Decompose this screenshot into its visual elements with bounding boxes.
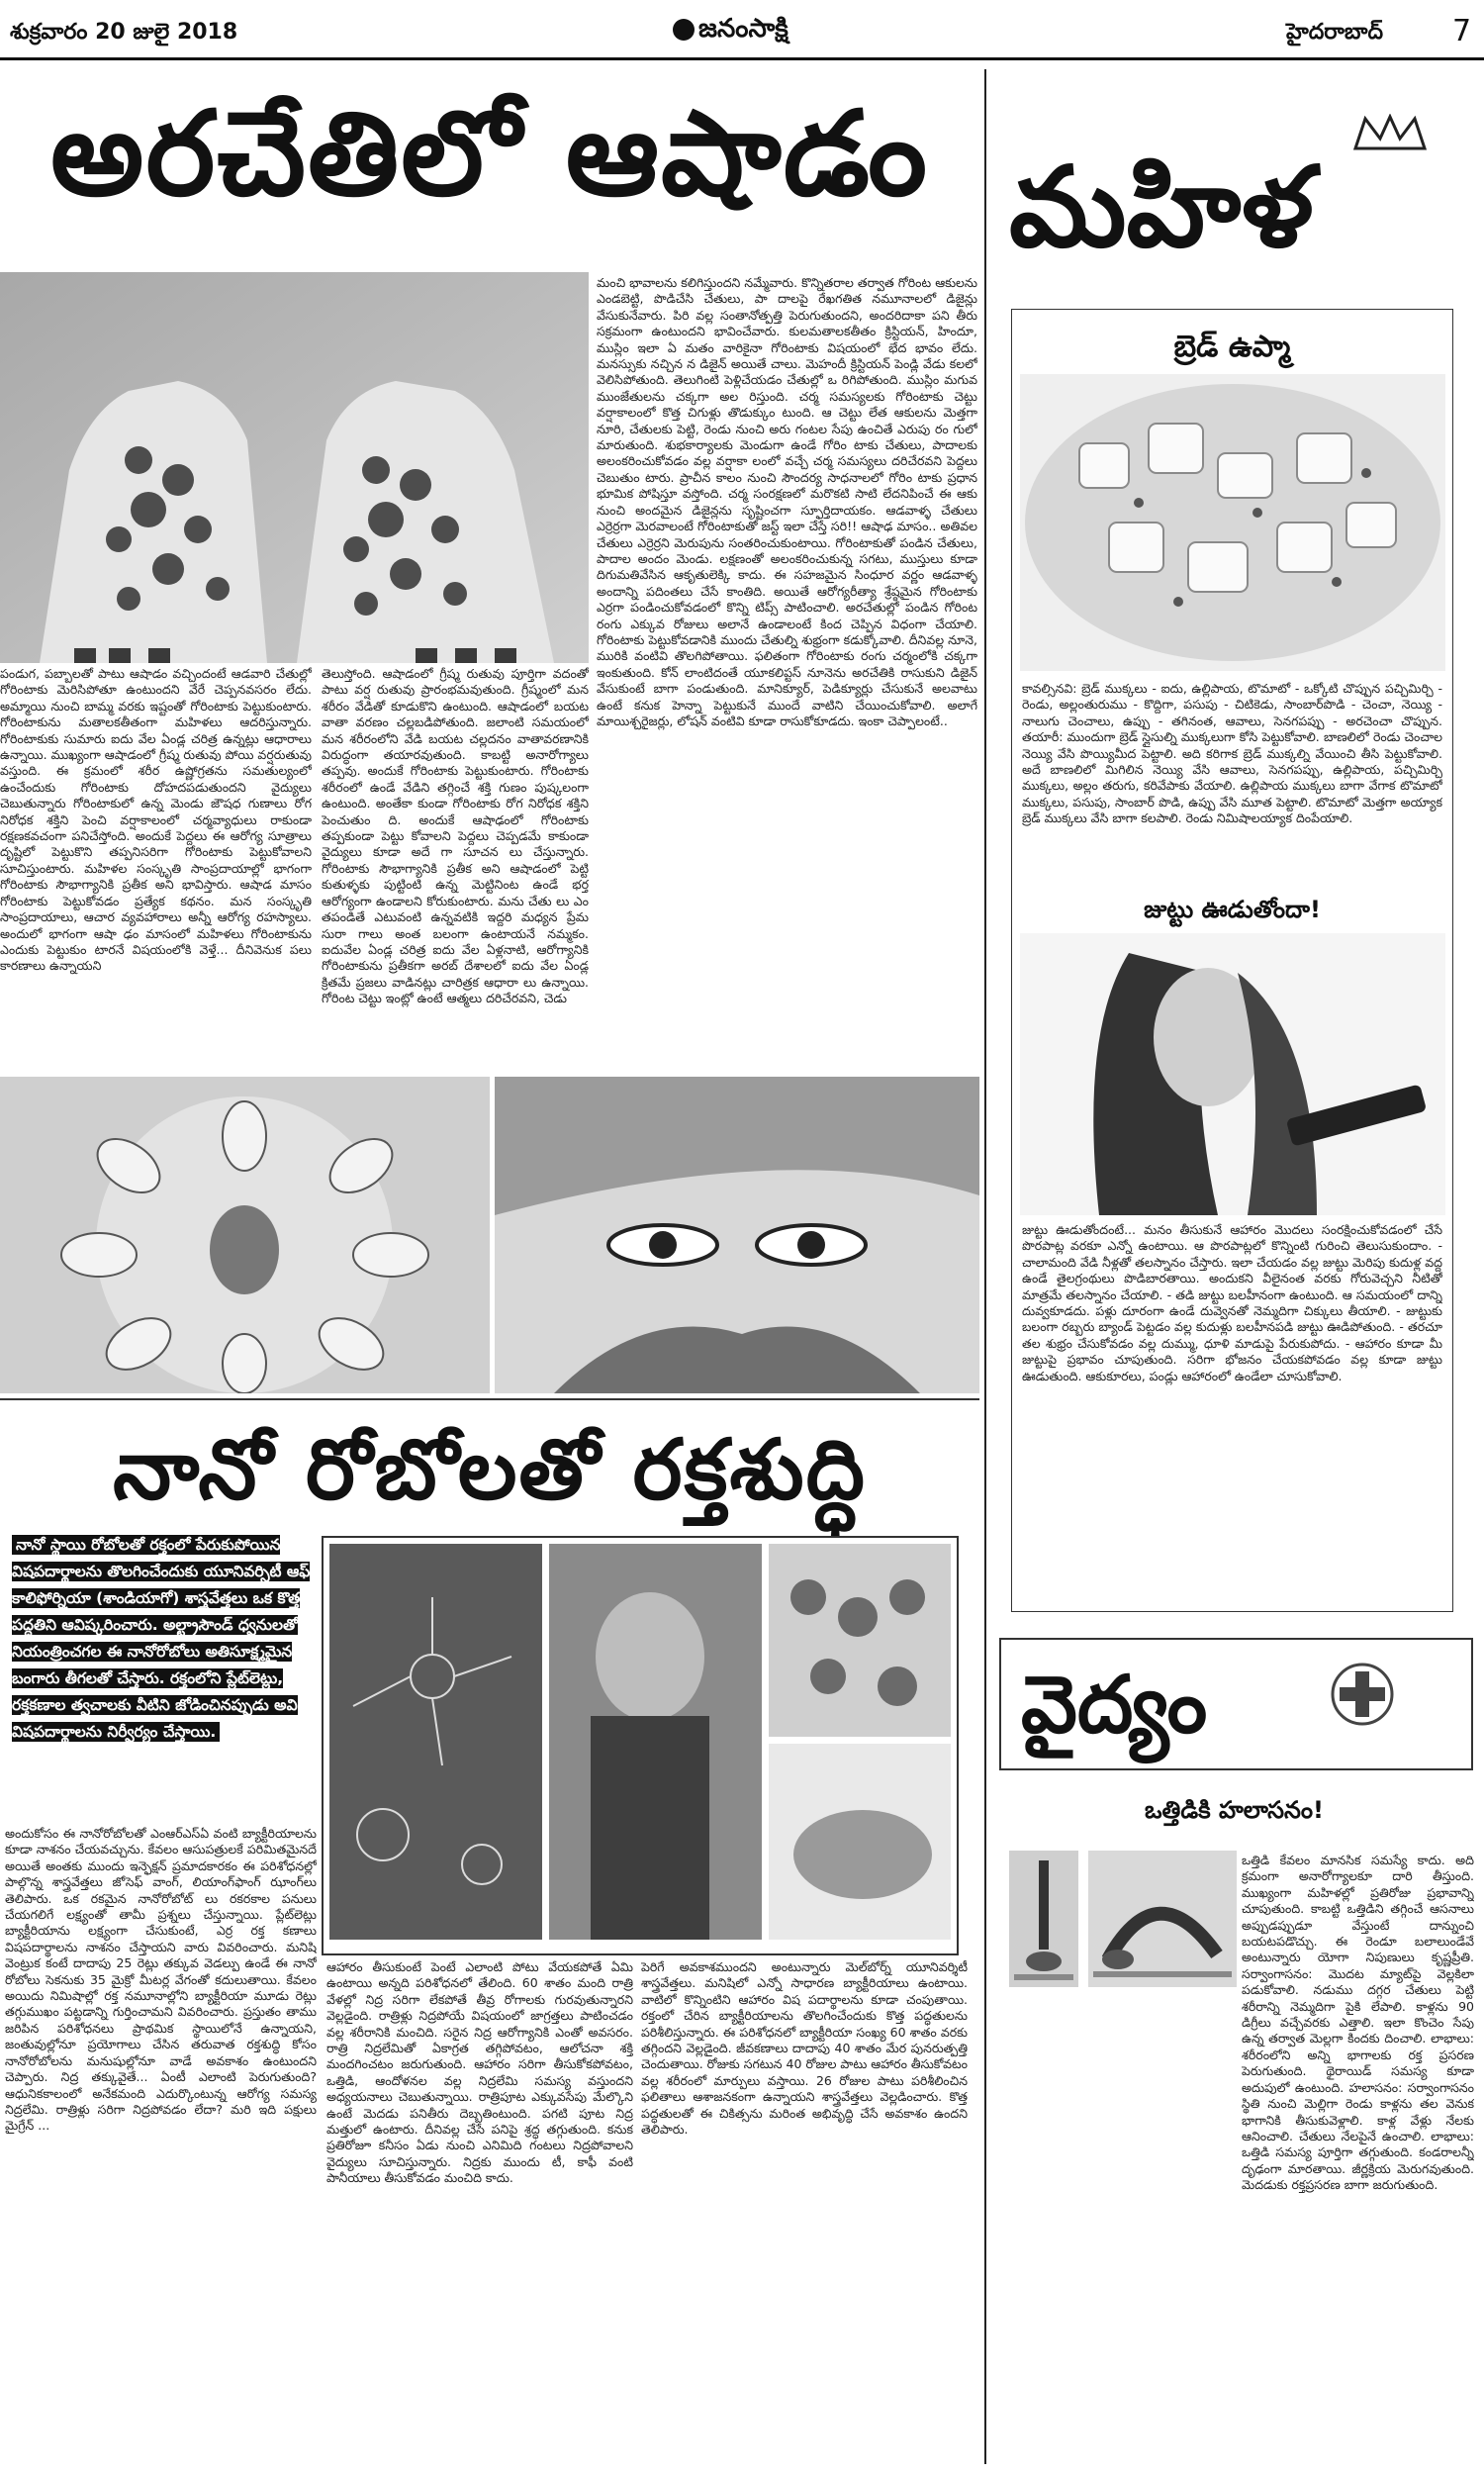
article1-column-middle: తెలుస్తోంది. ఆషాడంలో గ్రీష్మ రుతువు పూర్తిగా వదంతో పాటు వర్ష రుతువు ప్రారంభమవుతుంది. గ్రీష్మంలో మన శరీరం వేడితో కూడుకొని ఉంటుంది. ఆషాడంలో బయట వాతా వరణం చల్లబడిపోతుంది. జలాంటి సమయంలో మన శరీరంలోని వేడి బయట చల్లదనం వాతావరణానికి విరుద్ధంగా తయారవుతుంది. కాబట్టి అనారోగ్యాలు తప్పవు. అందుకే గోరింటాకు పెట్టుకుంటారు. గోరింటాకు శరీరంలో ఉండే వేడిని తగ్గించే శక్తి గుణం పుష్కలంగా ఉంటుంది. అంతేకా కుండా గోరింటాకు రోగ నిరోధక శక్తిని పెంచుతుం ది. అందుకే ఆషాఢంలో గోరింటాకు తప్పకుండా పెట్టు కోవాలని పెద్దలు చెప్పడమే కాకుండా వైద్యులు కూడా అదే గా సూచన లు చేస్తున్నారు. గోరింటాకు సౌభాగ్యానికి ప్రతీక అని ఆషాడంలో పెట్టి కుతుళ్ళకు పుట్టింటి ఉన్న మెట్టినింట ఉండే భర్త ఆరోగ్యంగా ఉండాలని కోరుకుంటారు. మను చేతు లు ఎం తపండితే ఎటువంటి ఉన్నవటికి ఇద్దరి మధ్యన ప్రేమ సురా గాలు అంత బలంగా ఉంటాయనే నమ్మకం. ఐదువేల ఏండ్ల చరిత్ర ఐదు వేల ఏళ్లనాటి, ఆరోగ్యానికి గోరింటాకును ప్రతీకగా అరబ్ దేశాలలో ఐదు వేల ఏండ్ల క్రితమే ప్రజలు వాడినట్లు చారిత్రక ఆధారా లు ఉన్నాయి. గోరింట చెట్టు ఇంట్లో ఉంటే ఆత్మలు దరిచేరవని, చెడు	[322, 666, 589, 1006]
article2-column-left: అందుకోసం ఈ నానోరోబోలతో ఎంఆర్‌ఎస్ఏ వంటి బ్యాక్టీరియాలను కూడా నాశనం చేయవచ్చును. కేవలం ఆసుపత్రులకే పరిమితమైనదే అయితే అంతకు ముందు ఇన్ఫెక్షన్ ప్రమాదకారకం ఈ పరిశోధనల్లో పాల్గొన్న శాస్త్రవేత్తలు జోసెఫ్ వాంగ్, లియాంగ్‌ఫాంగ్ ఝాంగ్‌లు తెలిపారు. ఒక రకమైన నానోరోబోట్ లు రకరకాల పనులు చేయగలిగే లక్ష్యంతో తామీ ప్రశ్నలు చేస్తున్నాయి. ప్లేట్‌లెట్లు బ్యాక్టీరియాను లక్ష్యంగా చేసుకుంటే, ఎర్ర రక్త కణాలు విషపదార్థాలను నాశనం చేస్తాయని వారు వివరించారు. మనిషి వెంట్రుక కంటే దాదాపు 25 రెట్లు తక్కువ వెడల్పు ఉండే ఈ నానో రోబోలు సెకనుకు 35 మైక్రో మీటర్ల వేగంతో కదులుతాయి. కేవలం అయిదు నిమిషాల్లో రక్త నమూనాల్లోని బ్యాక్టీరియా మూడు రెట్లు తగ్గుముఖం పట్టడాన్ని గుర్తించామని వివరించారు. ప్రస్తుతం తాము జరిపిన పరిశోధనలు ప్రాథమిక స్థాయిలోనే ఉన్నాయని, జంతువుల్లోనూ ప్రయోగాలు చేసిన తరువాత రక్తశుద్ధి కోసం నానోరోబోలను మనుషుల్లోనూ వాడే అవకాశం ఉంటుందని చెప్పారు. నిద్ర తక్కువైతే... ఏంటీ ఎలాంటి పెరుగుతుంది? ఆధునికకాలంలో అనేకమంది ఎదుర్కొంటున్న ఆరోగ్య సమస్య నిద్రలేమి. రాత్రిళ్లు సరిగా నిద్రపోవడం లేదా? మరి ఇది పక్షులు మైగ్రేన్ ...	[5, 1826, 317, 2134]
hair-model-illustration	[1020, 933, 1445, 1215]
medical-cross-icon	[1328, 1660, 1397, 1729]
yoga-pose-photo-1	[1009, 1851, 1078, 1987]
sarvangasana-illustration	[1009, 1851, 1078, 1987]
article2-headline: నానో రోబోలతో రక్తశుద్ధి	[113, 1421, 867, 1518]
halasana-illustration	[1088, 1851, 1237, 1987]
issue-date: శుక్రవారం 20 జులై 2018	[10, 20, 238, 45]
hands-circle-illustration	[0, 1077, 490, 1393]
bridal-eyes-illustration	[495, 1077, 979, 1393]
article1-column-left: పండుగ, పబ్బాలతో పాటు ఆషాడం వచ్చిందంటే ఆడవారి చేతుల్లో గోరింటాకు మెరిసిపోతూ ఉంటుందని వేరే చెప్పనవసరం లేదు. అమ్మాయి నుంచి బామ్మ వరకు ఇష్టంతో గోరింటాకు పెట్టుకుంటారు. గోరింటాకును మతాలకతీతంగా మహిళలు ఆదరిస్తున్నారు. గోరింటాకుకు సుమారు ఐదు వేల ఏండ్ల చరిత్ర ఉన్నట్లు ఆధారాలు ఉన్నాయి. ముఖ్యంగా ఆషాడంలో గ్రీష్మ రుతువు పోయి వర్షరుతువు వస్తుంది. ఈ క్రమంలో శరీర ఉష్ణోగ్రతను సమతుల్యంలో ఉంచేందుకు గోరింటాకు దోహదపడుతుందని వైద్యులు చెబుతున్నారు గోరింటాకులో ఉన్న మెండు జౌషధ గుణాలు రోగ నిరోధక శక్తిని పెంచి వర్షాకాలంలో చర్మవ్యాధులు రాకుండా రక్షణకవచంగా పనిచేస్తోంది. అందుకే పెద్దలు ఈ ఆరోగ్య సూత్రాలు దృష్టిలో పెట్టుకొని తప్పనిసరిగా గోరింటాకు పెట్టుకోవాలని సూచిస్తుంటారు. మహిళల సంస్కృతి సాంప్రదాయాల్లో భాగంగా గోరింటాకు సౌభాగ్యానికి ప్రతీక అని భావిస్తారు. ఆషాడ మాసం గోరింటాకు పెట్టుకోవడం ప్రత్యేక కథనం. మన సంస్కృతి సాంప్రదాయాలు, ఆచార వ్యవహారాలు అన్నీ ఆరోగ్య రహస్యాలు. అందులో భాగంగా ఆషా ఢం మాసంలో మహిళలు గోరింటాకును ఎందుకు పెట్టుకుం టారనే విషయంలోకి వెళ్తే... దీనివెనుక పలు కారణాలు ఉన్నాయని	[0, 666, 312, 974]
logo-mark-icon	[673, 19, 695, 41]
halasana-text: ఒత్తిడి కేవలం మానసిక సమస్యే కాదు. అది క్రమంగా అనారోగ్యాలకూ దారి తీస్తుంది. ముఖ్యంగా మహిళల్లో ప్రతిరోజు ప్రభావాన్ని చూపుతుంది. కాబట్టి ఒత్తిడిని తగ్గించే ఆసనాలు అప్పుడప్పుడూ వేస్తుంటే దాన్నుంచి బయటపడొచ్చు. ఈ రెండూ బలాలుండేవే అంటున్నారు యోగా నిపుణులు కృష్ణప్రీతి. సర్వాంగాసనం: మొదట మ్యాట్‌పై వెల్లకిలా పడుకోవాలి. నడుము దగ్గర చేతులు పెట్టి శరీరాన్ని నెమ్మదిగా పైకి లేపాలి. కాళ్లను 90 డిగ్రీలు వచ్చేవరకు ఎత్తాలి. ఇలా కొంచెం సేపు ఉన్న తర్వాత మెల్లగా కిందకు దించాలి. లాభాలు: శరీరంలోని అన్ని భాగాలకు రక్త ప్రసరణ పెరుగుతుంది. థైరాయిడ్ సమస్య కూడా అదుపులో ఉంటుంది. హలాసనం: సర్వాంగాసనం స్థితి నుంచి మెల్లిగా రెండు కాళ్లను తల వెనుక భాగానికి తీసుకువెళ్లాలి. కాళ్ల వేళ్లు నేలకు ఆనించాలి. చేతులు నేలపైనే ఉంచాలి. లాభాలు: ఒత్తిడి సమస్య పూర్తిగా తగ్గుతుంది. కండరాలన్నీ దృఢంగా మారతాయి. జీర్ణక్రియ మెరుగవుతుంది. మెదడుకు రక్తప్రసరణ బాగా జరుగుతుంది.	[1242, 1853, 1474, 2193]
page-number: 7	[1452, 14, 1472, 48]
bread-upma-photo	[1020, 374, 1445, 671]
vaidyam-title: వైద్యం	[1021, 1658, 1208, 1751]
hair-tips-text: జుట్టు ఊడుతోందంటే... మనం తీసుకునే ఆహారం మొదలు సంరక్షించుకోవడంలో చేసే పొరపాట్ల వరకూ ఎన్నో ఉంటాయి. ఆ పొరపాట్లలో కొన్నింటి గురించి తెలుసుకుందాం. - చాలామంది వేడి నీళ్లతో తలస్నానం చేస్తారు. ఇలా చేయడం వల్ల జుట్టు మెరిపు కుదుళ్ల వద్ద ఉండే తైలగ్రంథులు పొడిబారతాయి. అందుకని వీలైనంత వరకు గోరువెచ్చని నీటితో మాత్రమే తలస్నానం చేయాలి. - తడి జుట్టు బలహీనంగా ఉంటుంది. ఆ సమయంలో దాన్ని దువ్వకూడదు. పళ్లు దూరంగా ఉండే దువ్వెనతో నెమ్మదిగా చిక్కులు తీయాలి. - జుట్టుకు బలంగా రబ్బరు బ్యాండ్ పెట్టడం వల్ల కుదుళ్లు బలహీనపడి జుట్టు ఊడిపోతుంది. - తరచూ తల శుభ్రం చేసుకోవడం వల్ల దుమ్ము, ధూళి మాడుపై పేరుకుపోదు. - ఆహారం కూడా మీ జుట్టుపై ప్రభావం చూపుతుంది. సరిగా భోజనం చేయకపోవడం వల్ల కూడా జుట్టు ఊడుతుంది. ఆకుకూరలు, పండ్లు ఆహారంలో ఉండేలా చూసుకోవాలి.	[1022, 1222, 1442, 1383]
hands-circle-photo	[0, 1077, 490, 1393]
sidebar-mahila-title	[1009, 124, 1435, 302]
sidebar-divider	[984, 69, 986, 2464]
vaidyam-banner	[999, 1638, 1473, 1770]
article2-photo-collage	[324, 1538, 957, 1953]
recipe-title: బ్రెడ్ ఉప్మా	[1173, 330, 1291, 364]
section-divider	[0, 1398, 979, 1400]
halasana-title: ఒత్తిడికి హలాసనం!	[1145, 1796, 1324, 1824]
article1-column-right: మంచి భావాలను కలిగిస్తుందని నమ్మేవారు. కొన్నితరాల తర్వాత గోరింట ఆకులను ఎండబెట్టి, పొడిచేసి చేతులు, పా దాలపై రేఖగతిత నమూనాలలో డిజైన్లు వేసుకునేవారు. పిరి వల్ల సంతానోత్పత్తి పెరుగుతుందని, అందరిదాకా పని తీరు సక్రమంగా ఉంటుందని భావించేవారు. కులమతాలకతీతం క్రిస్టియన్, హిందూ, ముస్లిం ఇలా ఏ మతం వారికైనా గోరింటాకు విషయంలో భేద భావం లేదు. మనస్సుకు నచ్చిన న డిజైన్ అయితే చాలు. మెహందీ క్రిస్టియన్ పెండ్లి వేడు కలలో వెలిసిపోతుంది. తెలుగింటి పెళ్లిచేయడం చేతుల్లో ఒ రిగిపోతుంది. ముస్లిం మగువ ముంజేతులను చక్కగా అల రిస్తుంది. చర్మ సమస్యలకు గోరింటాకు చెట్టు వర్షాకాలంలో కొత్త చిగుళ్లు తొడుక్కుం టుంది. ఆ చెట్టు లేత ఆకులను మెత్తగా నూరి, చేతులకు పెట్టి, రెండు నుంచి అరు గంటల సేపు ఉంచితే ఎరుపు రం గులో మారుతుంది. శుభకార్యాలకు మెండుగా ఉండే గోరిం టాకు చేతులు, పాదాలకు అలంకరించుకోవడం వల్ల వర్షాకా లంలో వచ్చే చర్మ సమస్యలు దరిచేరవని పెద్దలు చెబుతుం టారు. ప్రాచీన కాలం నుంచి సౌందర్య సాధనాలలో గోరిం టాకు ప్రధాన భూమిక పోషిస్తూ వస్తోంది. చర్మ సంరక్షణలో మరొకటి సాటి లేదనిపించే ఈ ఆకు నుంచి అందమైన డిజైన్లను సృష్టించగా స్ఫూర్తిదాయకం. ఆడవాళ్ళ చేతులు ఎర్రెర్రగా మెరవాలంటే గోరింటాకుతో జస్ట్ ఇలా చేస్తే సరి!! ఆషాఢ మాసం.. అతివల చేతులు ఎర్రెర్రని మెరుపును సంతరించుకుంటాయి. గోరింటాకుతో పండిన చేతులు, పాదాల అందం మెండు. లక్షణంతో అలంకరించుకున్న సగటు, ముస్తులు కూడా దిగుమతివేసిన ఆకృతులెక్కి కాదు. ఈ సహజమైన సింధూర వర్ణం ఆడవాళ్ళ అందాన్ని పదింతలు చేసే కాంతిది. అయితే ఆరోగ్యరీత్యా శ్రేష్ఠమైన గోరింటాకు ఎర్రగా పండించుకోవడంలో కొన్ని టిప్స్ పాటించాలి. అరచేతుల్లో పండిన గోరింట రంగు ఎక్కువ రోజులు అలానే ఉండాలంటే కింద చెప్పిన విధంగా చేయాలి. గోరింటాకు పెట్టుకోవడానికి ముందు చేతుల్ని శుభ్రంగా కడుక్కోవాలి. దీనివల్ల నూనె, మురికి వంటివి తొలగిపోతాయి. ఫలితంగా గోరింటాకు రంగు చర్మంలోకి చక్కగా ఇంకుతుంది. కోన్ లాంటిదంతే యూకలిప్టస్ నూనెను అరచేతికి రాసుకుని డిజైన్ వేసుకుంటే బాగా పండుతుంది. మానిక్యూర్, పెడిక్యూర్లు చేసుకునే అలవాటు ఉంటే కనుక హెన్నా పెట్టుకునే ముందే వాటిని చేయించుకోవాలి. అలాగే మాయిశ్చరైజర్లు, లోషన్ వంటివి కూడా రాసుకోకూడదు. ఇంకా చెప్పాలంటే..	[597, 275, 977, 728]
mahila-title-text: మహిళ	[1009, 143, 1314, 272]
article2-column-middle: ఆహారం తీసుకుంటే పెంటే ఎలాంటి పోటు వేయకపోతే ఏమి ఉంటాయి అన్నది పరిశోధనలో తేలింది. 60 శాతం మంది రాత్రి వేళల్లో నిద్ర సరిగా లేకపోతే తీవ్ర రోగాలకు గురవుతున్నారని వెల్లడైంది. రాత్రిళ్లు నిద్రపోయే విషయంలో జాగ్రత్తలు పాటించడం వల్ల శరీరానికి మంచిది. సరైన నిద్ర ఆరోగ్యానికి ఎంతో అవసరం. రాత్రి నిద్రలేమితో ఏకాగ్రత తగ్గిపోవటం, ఆలోచనా శక్తి మందగించటం జరుగుతుంది. ఆహారం సరిగా తీసుకోకపోవటం, ఒత్తిడి, ఆందోళనల వల్ల నిద్రలేమి సమస్య వస్తుందని అధ్యయనాలు చెబుతున్నాయి. రాత్రిపూట ఎక్కువసేపు మేల్కొని ఉంటే మెదడు పనితీరు దెబ్బతింటుంది. పగటి పూట నిద్ర మత్తులో ఉంటారు. దీనివల్ల చేసే పనిపై శ్రద్ధ తగ్గుతుంది. కనుక ప్రతిరోజూ కనీసం ఏడు నుంచి ఎనిమిది గంటలు నిద్రపోవాలని వైద్యులు సూచిస్తున్నారు. నిద్రకు ముందు టీ, కాఫీ వంటి పానీయాలు తీసుకోవడం మంచిది కాదు.	[326, 1959, 633, 2186]
bridal-eyes-photo	[495, 1077, 979, 1393]
header-rule	[0, 57, 1484, 60]
recipe-text: కావల్సినవి: బ్రెడ్ ముక్కలు - ఐదు, ఉల్లిపాయ, టొమాటో - ఒక్కోటి చొప్పున పచ్చిమిర్చి - రెండు, అల్లంతురుము - కొద్దిగా, పసుపు - చిటికెడు, సాంబార్‌పొడి - చెంచా, నెయ్యి - నాలుగు చెంచాలు, ఉప్పు - తగినంత, ఆవాలు, సెనగపప్పు - అరచెంచా చొప్పున. తయారీ: ముందుగా బ్రెడ్ స్లైసుల్ని ముక్కలుగా కోసి పెట్టుకోవాలి. బాణలిలో రెండు చెంచాల నెయ్యి వేసి పొయ్యిమీద పెట్టాలి. అది కరిగాక బ్రెడ్ ముక్కల్ని వేయించి తీసి పెట్టుకోవాలి. అదే బాణలిలో మిగిలిన నెయ్యి వేసి ఆవాలు, సెనగపప్పు, ఉల్లిపాయ, పచ్చిమిర్చి ముక్కలు, అల్లం తరుగు, కరివేపాకు వేయాలి. ఉల్లిపాయ ముక్కలు బాగా వేగాక టొమాటో ముక్కలు, పసుపు, సాంబార్ పొడి, ఉప్పు వేసి మూత పెట్టాలి. టొమాటో మెత్తగా అయ్యాక బ్రెడ్ ముక్కలు వేసి బాగా కలపాలి. రెండు నిమిషాలయ్యాక దింపేయాలి.	[1022, 681, 1442, 826]
yoga-pose-photo-2	[1088, 1851, 1237, 1987]
masthead-name: జనంసాక్షి	[698, 14, 788, 44]
article2-photo-panel	[322, 1536, 959, 1955]
bread-upma-illustration	[1020, 374, 1445, 671]
article1-headline: అరచేతిలో ఆషాడం	[49, 85, 930, 222]
sidebar-mahila-box	[1011, 309, 1453, 1612]
masthead-logo	[673, 14, 788, 49]
henna-palms-illustration	[0, 272, 589, 663]
article2-column-right: పెరిగే అవకాశముందని అంటున్నారు మెల్‌బోర్న్ యూనివర్శిటీ శాస్త్రవేత్తలు. మనిషిలో ఎన్నో సాధారణ బ్యాక్టీరియాలు ఉంటాయి. వాటిలో కొన్నింటిని ఆహారం విష పదార్థాలను కూడా చంపుతాయి. రక్తంలో చేరిన బ్యాక్టీరియాలను తొలగించేందుకు కొత్త పద్ధతులను పరిశీలిస్తున్నారు. ఈ పరిశోధనలో బ్యాక్టీరియా సంఖ్య 60 శాతం వరకు తగ్గిందని వెల్లడైంది. జీవకణాలు దాదాపు 40 శాతం మేర పునరుత్పత్తి చెందుతాయి. రోజుకు సగటున 40 రోజుల పాటు ఆహారం తీసుకోవటం వల్ల శరీరంలో మార్పులు వస్తాయి. 26 రోజుల పాటు పరిశీలించిన ఫలితాలు ఆశాజనకంగా ఉన్నాయని శాస్త్రవేత్తలు వెల్లడించారు. కొత్త పద్ధతులతో ఈ చికిత్సను మరింత అభివృద్ధి చేసే అవకాశం ఉందని తెలిపారు.	[641, 1959, 968, 2138]
article2-lead-text: నానో స్థాయి రోబోలతో రక్తంలో పేరుకుపోయిన విషపదార్థాలను తొలగించేందుకు యూనివర్సిటీ ఆఫ్ కాలిఫోర్నియా (శాండియాగో) శాస్త్రవేత్తలు ఒక కొత్త పద్ధతిని ఆవిష్కరించారు. అల్ట్రాసౌండ్ ధ్వనులతో నియంత్రించగల ఈ నానోరోబోలు అతిసూక్ష్మమైన బంగారు తీగలతో చేస్తారు. రక్తంలోని ప్లేట్‌లెట్లు, రక్తకణాల త్వచాలకు వీటిని జోడించినప్పుడు అవి విషపదార్థాలను నిర్వీర్యం చేస్తాయి.	[12, 1536, 311, 1741]
hair-tips-title: జుట్టు ఊడుతోందా!	[1144, 896, 1321, 923]
henna-palms-photo	[0, 272, 589, 663]
crown-icon	[1350, 114, 1430, 153]
article2-lead	[12, 1532, 319, 1819]
edition-city: హైదరాబాద్	[1286, 20, 1383, 45]
hair-model-photo	[1020, 933, 1445, 1215]
